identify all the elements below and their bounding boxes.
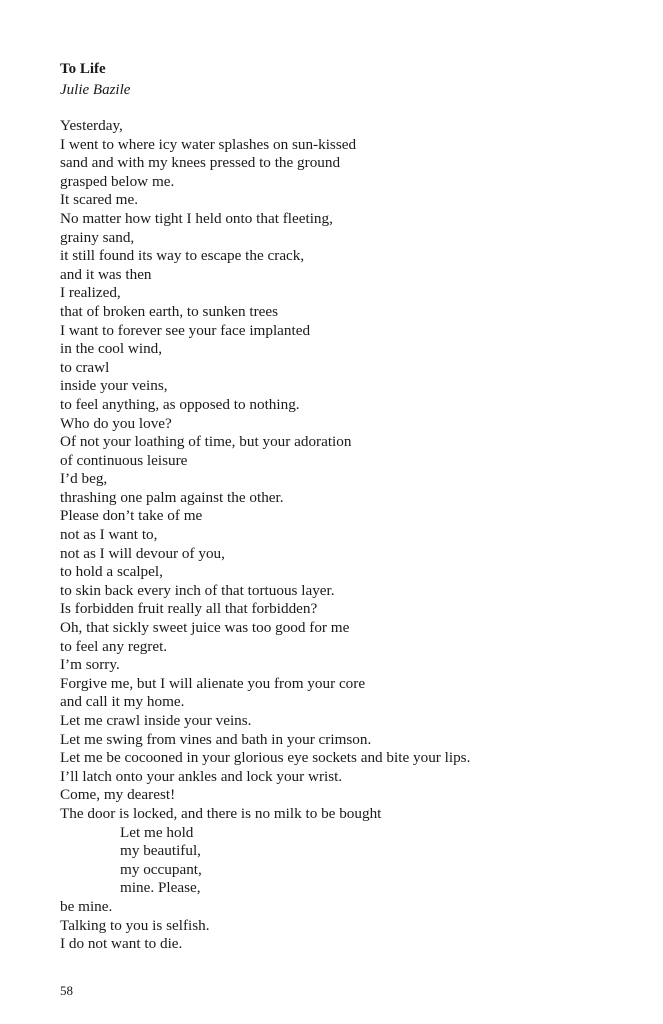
poem-line: I do not want to die. [60,935,183,953]
poem-line: I’d beg, [60,470,108,488]
poem-line: Yesterday, [60,117,123,134]
poem-line: Of not your loathing of time, but your adoration [60,433,352,451]
poem-author: Julie Bazile [60,82,131,98]
poem-line: No matter how tight I held onto that fleeting, [60,209,333,227]
poem-line: Please don’t take of me [60,507,203,525]
poem-line-indented: Let me hold [120,823,194,841]
poem-line: of continuous leisure [60,451,188,469]
poem-line: in the cool wind, [60,340,163,358]
poem-line: Let me swing from vines and bath in your crimson. [60,730,372,748]
page-number: 58 [60,983,73,998]
poem-line: I’m sorry. [60,656,120,674]
poem-line: and it was then [60,265,152,283]
poem-body [60,117,470,954]
poem-line: thrashing one palm against the other. [60,488,284,506]
poem-line: grasped below me. [60,172,175,190]
poem-title: To Life [60,61,106,77]
poem-line: to skin back every inch of that tortuous layer. [60,581,335,599]
poem-line: Is forbidden fruit really all that forbidden? [60,600,318,618]
poem-line: The door is locked, and there is no milk to be bought [60,804,382,822]
poem-line: Come, my dearest! [60,786,176,804]
poem-line: to feel anything, as opposed to nothing. [60,395,300,413]
poem-line: Forgive me, but I will alienate you from your core [60,674,366,692]
poem-line: to crawl [60,358,110,376]
poem-line: to hold a scalpel, [60,563,163,581]
poem-line-indented: my beautiful, [120,842,201,860]
poem-line: and call it my home. [60,693,185,711]
poem-line: Let me be cocooned in your glorious eye sockets and bite your lips. [60,749,471,767]
poem-line: to feel any regret. [60,637,168,655]
poem-line-indented: mine. Please, [120,879,201,897]
poem-line: I realized, [60,284,121,302]
poem-line: not as I will devour of you, [60,544,225,562]
poem-line: that of broken earth, to sunken trees [60,302,279,320]
poem-line: It scared me. [60,191,139,209]
poem-line: not as I want to, [60,526,158,544]
poem-line: sand and with my knees pressed to the ground [60,154,341,172]
poem-line: Who do you love? [60,414,172,432]
poem-line: Let me crawl inside your veins. [60,712,252,729]
poem-line: I’ll latch onto your ankles and lock your wrist. [60,767,343,785]
poem-line: grainy sand, [60,228,135,246]
poem-line: I want to forever see your face implanted [60,321,311,339]
poem-line: be mine. [60,897,113,915]
poem-line: inside your veins, [60,377,168,395]
poem-line: it still found its way to escape the crack, [60,247,305,265]
poem-line: Oh, that sickly sweet juice was too good for me [60,619,350,637]
poem-line-indented: my occupant, [120,860,202,878]
poem-line: I went to where icy water splashes on sun-kissed [60,135,357,153]
poem-line: Talking to you is selfish. [60,916,210,934]
